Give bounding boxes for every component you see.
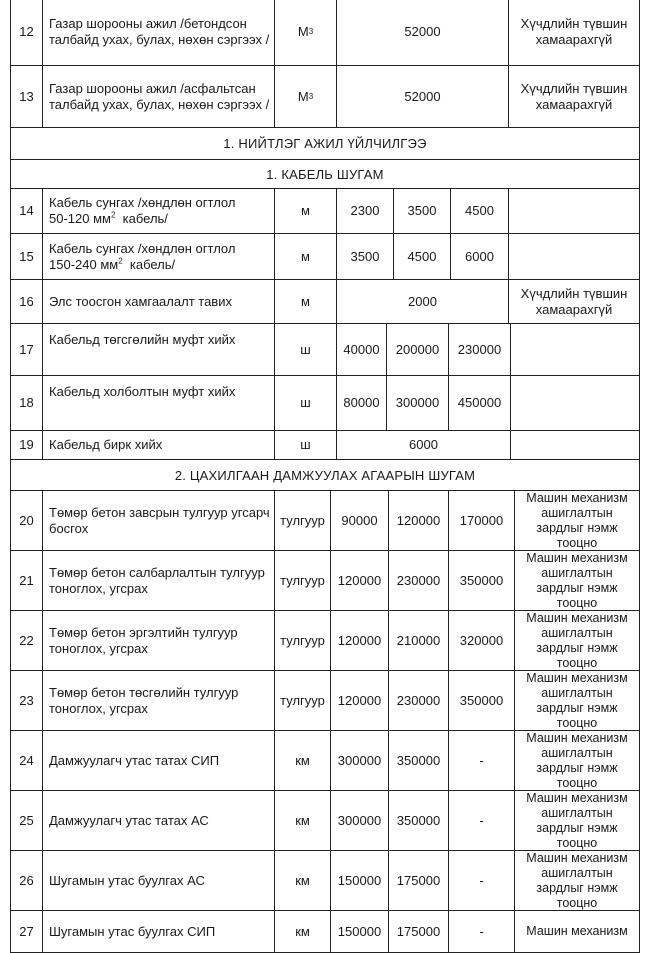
work-name: Төмөр бетон эргэлтийн тулгуур тоноглох, угсрах bbox=[42, 611, 274, 670]
price-low: 40000 bbox=[336, 324, 386, 375]
work-name: Дамжуулагч утас татах СИП bbox=[42, 731, 274, 790]
price-mid: 230000 bbox=[388, 671, 448, 730]
row-number: 19 bbox=[10, 431, 42, 459]
table-row bbox=[10, 280, 640, 324]
work-name: Кабельд төгсгөлийн муфт хийх bbox=[42, 324, 274, 375]
note: Хүчдлийн түвшин хамаарахгүй bbox=[508, 280, 640, 323]
note: Машин механизм bbox=[514, 911, 640, 952]
price-high: - bbox=[448, 731, 514, 790]
table-row bbox=[10, 791, 640, 851]
price-mid: 210000 bbox=[388, 611, 448, 670]
unit: ш bbox=[274, 376, 336, 430]
note bbox=[510, 431, 640, 459]
unit: км bbox=[274, 791, 330, 850]
price-high: 4500 bbox=[450, 189, 508, 233]
price-low: 80000 bbox=[336, 376, 386, 430]
table-row bbox=[10, 431, 640, 460]
price-mid: 120000 bbox=[388, 491, 448, 550]
price-mid: 4500 bbox=[393, 234, 450, 279]
work-name: Шугамын утас буулгах АС bbox=[42, 851, 274, 910]
table-row bbox=[10, 376, 640, 431]
price-low: 150000 bbox=[330, 851, 388, 910]
price-high: 170000 bbox=[448, 491, 514, 550]
unit: тулгуур bbox=[274, 551, 330, 610]
unit: км bbox=[274, 851, 330, 910]
price-high: 320000 bbox=[448, 611, 514, 670]
section-title: 1. КАБЕЛЬ ШУГАМ bbox=[10, 160, 640, 188]
note: Хүчдлийн түвшин хамаарахгүй bbox=[508, 66, 640, 127]
price-high: 350000 bbox=[448, 671, 514, 730]
work-name: Дамжуулагч утас татах АС bbox=[42, 791, 274, 850]
row-number: 24 bbox=[10, 731, 42, 790]
table-row bbox=[10, 234, 640, 280]
table-row bbox=[10, 731, 640, 791]
unit: км bbox=[274, 911, 330, 952]
price-low: 300000 bbox=[330, 791, 388, 850]
unit: тулгуур bbox=[274, 611, 330, 670]
unit: км bbox=[274, 731, 330, 790]
unit: ш bbox=[274, 324, 336, 375]
price-low: 120000 bbox=[330, 671, 388, 730]
price-mid: 200000 bbox=[386, 324, 448, 375]
table-row bbox=[10, 611, 640, 671]
unit: м bbox=[274, 189, 336, 233]
note bbox=[510, 376, 640, 430]
table-row bbox=[10, 0, 640, 66]
unit: М 3 bbox=[274, 0, 336, 65]
price-low: 90000 bbox=[330, 491, 388, 550]
note: Машин механизм ашиглалтын зардлыг нэмж тооцно bbox=[514, 791, 640, 850]
price-high: 450000 bbox=[448, 376, 510, 430]
work-name: Кабельд бирк хийх bbox=[42, 431, 274, 459]
work-name: Кабель сунгах /хөндлөн огтлол 50-120 $мм^2$ кабель/ bbox=[42, 189, 274, 233]
note bbox=[508, 234, 640, 279]
price-high: - bbox=[448, 851, 514, 910]
row-number: 20 bbox=[10, 491, 42, 550]
price-mid: 230000 bbox=[388, 551, 448, 610]
price-high: - bbox=[448, 911, 514, 952]
unit: м bbox=[274, 280, 336, 323]
table-row bbox=[10, 66, 640, 128]
work-name: Шугамын утас буулгах СИП bbox=[42, 911, 274, 952]
price-low: 3500 bbox=[336, 234, 393, 279]
note: Хүчдлийн түвшин хамаарахгүй bbox=[508, 0, 640, 65]
table-row bbox=[10, 851, 640, 911]
table-row bbox=[10, 671, 640, 731]
row-number: 15 bbox=[10, 234, 42, 279]
price-high: 6000 bbox=[450, 234, 508, 279]
note bbox=[508, 189, 640, 233]
price-value: 2000 bbox=[336, 280, 508, 323]
unit: м bbox=[274, 234, 336, 279]
row-number: 18 bbox=[10, 376, 42, 430]
price-mid: 350000 bbox=[388, 791, 448, 850]
unit: ш bbox=[274, 431, 336, 459]
work-name: Газар шорооны ажил /бетондсон талбайд ухах, булах, нөхөн сэргээх / bbox=[42, 0, 274, 65]
row-number: 26 bbox=[10, 851, 42, 910]
section-title: 2. ЦАХИЛГААН ДАМЖУУЛАХ АГААРЫН ШУГАМ bbox=[10, 460, 640, 490]
table-row bbox=[10, 491, 640, 551]
work-name: Элс тоосгон хамгаалалт тавих bbox=[42, 280, 274, 323]
note: Машин механизм ашиглалтын зардлыг нэмж тооцно bbox=[514, 491, 640, 550]
price-low: 150000 bbox=[330, 911, 388, 952]
section-title: 1. НИЙТЛЭГ АЖИЛ ҮЙЛЧИЛГЭЭ bbox=[10, 128, 640, 159]
unit: М 3 bbox=[274, 66, 336, 127]
section-header bbox=[10, 128, 640, 160]
price-high: - bbox=[448, 791, 514, 850]
row-number: 16 bbox=[10, 280, 42, 323]
price-low: 300000 bbox=[330, 731, 388, 790]
unit: тулгуур bbox=[274, 491, 330, 550]
price-mid: 3500 bbox=[393, 189, 450, 233]
price-value: 52000 bbox=[336, 0, 508, 65]
work-name: Кабельд холболтын муфт хийх bbox=[42, 376, 274, 430]
price-value: 52000 bbox=[336, 66, 508, 127]
row-number: 14 bbox=[10, 189, 42, 233]
note: Машин механизм ашиглалтын зардлыг нэмж тооцно bbox=[514, 551, 640, 610]
row-number: 27 bbox=[10, 911, 42, 952]
row-number: 25 bbox=[10, 791, 42, 850]
table-row bbox=[10, 189, 640, 234]
note: Машин механизм ашиглалтын зардлыг нэмж тооцно bbox=[514, 611, 640, 670]
work-name: Кабель сунгах /хөндлөн огтлол 150-240 $мм^2$ кабель/ bbox=[42, 234, 274, 279]
work-name: Төмөр бетон салбарлалтын тулгуур тоноглох, угсрах bbox=[42, 551, 274, 610]
price-mid: 175000 bbox=[388, 911, 448, 952]
row-number: 23 bbox=[10, 671, 42, 730]
price-mid: 350000 bbox=[388, 731, 448, 790]
price-mid: 175000 bbox=[388, 851, 448, 910]
price-high: 230000 bbox=[448, 324, 510, 375]
work-name: Газар шорооны ажил /асфальтсан талбайд ухах, булах, нөхөн сэргээх / bbox=[42, 66, 274, 127]
price-high: 350000 bbox=[448, 551, 514, 610]
price-low: 120000 bbox=[330, 551, 388, 610]
row-number: 17 bbox=[10, 324, 42, 375]
unit: тулгуур bbox=[274, 671, 330, 730]
table-row bbox=[10, 551, 640, 611]
price-table bbox=[10, 0, 640, 950]
price-mid: 300000 bbox=[386, 376, 448, 430]
note: Машин механизм ашиглалтын зардлыг нэмж тооцно bbox=[514, 851, 640, 910]
note: Машин механизм ашиглалтын зардлыг нэмж тооцно bbox=[514, 731, 640, 790]
row-number: 13 bbox=[10, 66, 42, 127]
work-name: Төмөр бетон төсгөлийн тулгуур тоноглох, угсрах bbox=[42, 671, 274, 730]
row-number: 21 bbox=[10, 551, 42, 610]
row-number: 12 bbox=[10, 0, 42, 65]
price-low: 120000 bbox=[330, 611, 388, 670]
table-row bbox=[10, 911, 640, 953]
work-name: Төмөр бетон завсрын тулгуур угсарч босгох bbox=[42, 491, 274, 550]
table-row bbox=[10, 324, 640, 376]
section-header bbox=[10, 460, 640, 491]
section-header bbox=[10, 160, 640, 189]
note: Машин механизм ашиглалтын зардлыг нэмж тооцно bbox=[514, 671, 640, 730]
row-number: 22 bbox=[10, 611, 42, 670]
price-value: 6000 bbox=[336, 431, 510, 459]
note bbox=[510, 324, 640, 375]
price-low: 2300 bbox=[336, 189, 393, 233]
